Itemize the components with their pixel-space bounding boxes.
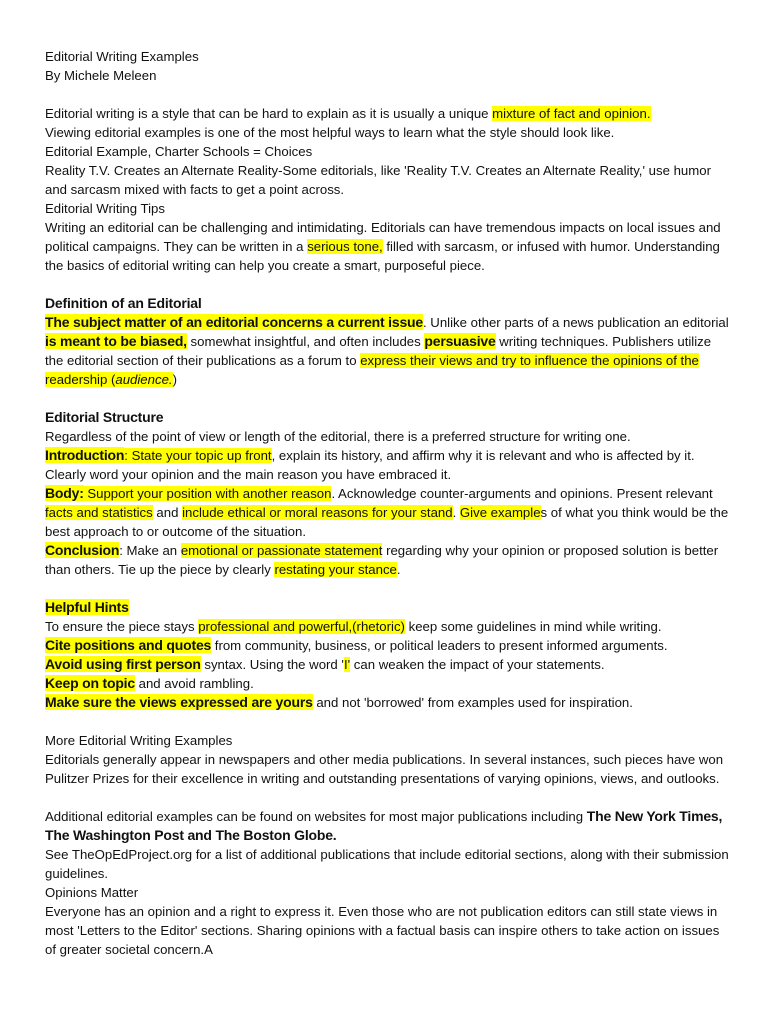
highlight-run: Introduction <box>45 447 125 463</box>
text-run: Editorial writing is a style that can be hard to explain as it is usually a unique <box>45 106 493 121</box>
section-heading-definition: Definition of an Editorial <box>45 295 202 311</box>
text-run: s of what you think would be the best approach to or outcome of the situation. <box>45 505 729 539</box>
doc-author: By Michele Meleen <box>45 68 157 83</box>
text-run: and avoid rambling. <box>134 676 254 691</box>
text-run: writing techniques. Publishers utilize the editorial section of their publications as a forum to <box>45 334 712 368</box>
text-run: from community, business, or political leaders to present informed arguments. <box>211 638 668 653</box>
highlight-run: serious tone, <box>307 239 383 254</box>
spacer <box>45 579 730 598</box>
structure-intro: Regardless of the point of view or length of the editorial, there is a preferred structure for writing one. <box>45 429 631 444</box>
intro-line: Editorial Example, Charter Schools = Choices <box>45 144 313 159</box>
highlight-run: Cite positions and quotes <box>45 637 212 653</box>
text-run: , explain its history, and affirm why it is relevant and who is affected by it. Clearly word your opinion and the main reason you have embraced it. <box>45 448 695 482</box>
highlight-run: The subject matter of an editorial concerns a current issue <box>45 314 423 330</box>
doc-title: Editorial Writing Examples <box>45 49 199 64</box>
highlight-run: Support your position with another reason <box>83 486 332 501</box>
spacer <box>45 85 730 104</box>
section-heading-structure: Editorial Structure <box>45 409 164 425</box>
text-run: To ensure the piece stays <box>45 619 199 634</box>
hint-line <box>45 655 730 674</box>
spacer <box>45 712 730 731</box>
highlight-run: restating your stance <box>274 562 397 577</box>
highlight-run: professional and powerful,(rhetoric) <box>198 619 405 634</box>
text-run: and <box>152 505 183 520</box>
text-run: and not 'borrowed' from examples used for inspiration. <box>312 695 633 710</box>
more-paragraph <box>45 807 730 845</box>
document-page <box>45 47 730 959</box>
text-run: somewhat insightful, and often includes <box>186 334 425 349</box>
highlight-run: emotional or passionate statement <box>180 543 383 558</box>
spacer <box>45 275 730 294</box>
hint-line <box>45 636 730 655</box>
intro-paragraph <box>45 218 730 275</box>
highlight-run: Avoid using first person <box>45 656 201 672</box>
text-run: regarding why your opinion or proposed solution is better than others. Tie up the piece by clearly <box>45 543 719 577</box>
intro-line: Editorial Writing Tips <box>45 201 165 216</box>
highlight-run: : <box>124 448 128 463</box>
highlight-run: State your topic up front <box>127 448 272 463</box>
text-run: . Unlike other parts of a news publication an editorial <box>422 315 729 330</box>
text-run: Writing an editorial can be challenging and intimidating. Editorials can have tremendous impacts on local issues and political campaigns. They can be written in a <box>45 220 721 254</box>
structure-conclusion <box>45 541 730 579</box>
text-run: . Acknowledge counter-arguments and opinions. Present relevant <box>331 486 713 501</box>
highlight-run: Keep on topic <box>45 675 135 691</box>
text-run: keep some guidelines in mind while writing. <box>404 619 662 634</box>
intro-line: Viewing editorial examples is one of the most helpful ways to learn what the style should look like. <box>45 125 615 140</box>
intro-line: Reality T.V. Creates an Alternate Reality-Some editorials, like 'Reality T.V. Creates an Alternate Reality,' use humor and sarcasm mixed with facts to get a point across. <box>45 163 711 197</box>
text-run: syntax. Using the word ' <box>200 657 344 672</box>
spacer <box>45 788 730 807</box>
more-paragraph: Editorials generally appear in newspapers and other media publications. In several instances, such pieces have won Pulitzer Prizes for their excellence in writing and outstanding presentations of varying opinions, views, and outlooks. <box>45 752 724 786</box>
definition-paragraph <box>45 313 730 389</box>
intro-paragraph <box>45 104 730 123</box>
text-run: ) <box>172 372 177 387</box>
bold-run: The New York Times, The Washington Post and The Boston Globe. <box>45 808 723 843</box>
structure-introduction <box>45 446 730 484</box>
highlight-run: facts and statistics <box>45 505 153 520</box>
more-paragraph: Everyone has an opinion and a right to express it. Even those who are not publication editors can still state views in most 'Letters to the Editor' sections. Sharing opinions with a factual basis can inspire others to take action on issues of greater societal concern.A <box>45 904 720 957</box>
text-run: . <box>396 562 401 577</box>
text-run: filled with sarcasm, or infused with humor. Understanding the basics of editorial writing can help you create a smart, purposeful piece. <box>45 239 720 273</box>
hint-line <box>45 693 730 712</box>
highlight-run: is meant to be biased, <box>45 333 187 349</box>
highlight-run: persuasive <box>424 333 496 349</box>
more-paragraph: See TheOpEdProject.org for a list of additional publications that include editorial sections, along with their submission guidelines. <box>45 847 729 881</box>
more-heading: More Editorial Writing Examples <box>45 733 233 748</box>
text-run: can weaken the impact of your statements. <box>350 657 605 672</box>
hint-line <box>45 674 730 693</box>
text-run: : Make an <box>119 543 181 558</box>
highlight-run: Make sure the views expressed are yours <box>45 694 313 710</box>
structure-body <box>45 484 730 541</box>
highlight-run: Conclusion <box>45 542 120 558</box>
highlight-run: express their views and try to influence the opinions of the readership ( <box>45 353 699 387</box>
highlight-run: include ethical or moral reasons for your stand <box>182 505 453 520</box>
highlight-run: mixture of fact and opinion. <box>492 106 651 121</box>
spacer <box>45 389 730 408</box>
highlight-run: Body: <box>45 485 84 501</box>
hint-line <box>45 617 730 636</box>
text-run: Additional editorial examples can be found on websites for most major publications including <box>45 809 587 824</box>
opinions-heading: Opinions Matter <box>45 885 139 900</box>
highlight-run: audience. <box>115 372 173 387</box>
highlight-run: Give example <box>459 505 541 520</box>
highlight-run: I' <box>343 657 351 672</box>
text-run: . <box>452 505 460 520</box>
highlight-run: Helpful Hints <box>45 599 129 615</box>
section-heading-hints <box>45 598 730 617</box>
